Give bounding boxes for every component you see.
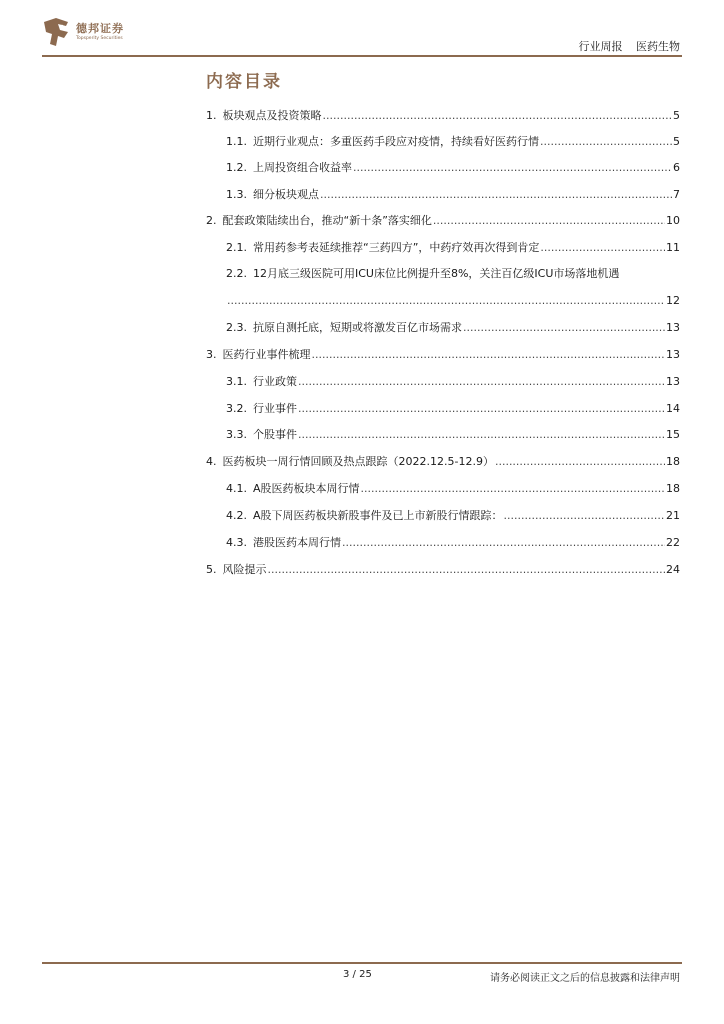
toc-entry-page: 5 [673,135,680,148]
toc-entry-text: 近期行业观点：多重医药手段应对疫情，持续看好医药行情 [253,135,539,148]
toc-entry[interactable] [226,321,680,335]
toc-entry-number: 2.2. [226,267,247,280]
toc-entry-number: 1. [206,109,217,122]
toc-entry-text: 板块观点及投资策略 [222,109,322,122]
toc-entry[interactable] [226,375,680,389]
page-number: 3 / 25 [343,969,372,980]
toc-entry-text: 细分板块观点 [253,188,319,201]
toc-leader-dots [540,135,672,149]
toc-entry-text: 港股医药本周行情 [253,536,341,549]
toc-leader-dots [298,428,665,442]
toc-entry[interactable] [226,509,680,523]
toc-leader-dots [323,109,673,123]
toc-entry-text: 风险提示 [222,563,267,576]
toc-entry[interactable] [226,188,680,202]
report-type: 行业周报 [578,40,623,53]
toc-entry-text: 上周投资组合收益率 [253,161,352,174]
toc-leader-dots [298,402,665,416]
toc-entry-number: 2.1. [226,241,247,254]
toc-entry[interactable] [206,455,680,469]
toc-leader-dots [312,348,666,362]
toc-entry-text: 配套政策陆续出台，推动“新十条”落实细化 [222,214,432,227]
toc-leader-dots [433,214,665,228]
toc-entry-number: 1.2. [226,161,247,174]
toc-entry-text: A股下周医药板块新股事件及已上市新股行情跟踪： [253,509,503,522]
toc-leader-dots [268,563,666,577]
toc-entry-page: 22 [666,536,680,549]
toc-leader-dots [227,294,665,308]
toc-entry-page: 7 [673,188,680,201]
toc-entry-number: 2. [206,214,217,227]
toc-entry-number: 4.1. [226,482,247,495]
toc-entry[interactable] [226,241,680,255]
toc-entry-page: 6 [673,161,680,174]
toc-leader-dots [540,241,665,255]
toc-leader-dots [342,536,665,550]
toc-entry-page: 18 [666,455,680,468]
brand-mark-icon [42,16,72,48]
toc-entry-continuation[interactable] [226,294,680,308]
toc-entry[interactable] [226,161,680,175]
toc-entry-number: 5. [206,563,217,576]
toc-entry-number: 1.1. [226,135,247,148]
toc-entry-text: 行业政策 [253,375,297,388]
toc-entry-page: 13 [666,348,680,361]
toc-entry-text: 抗原自测托底，短期或将激发百亿市场需求 [253,321,462,334]
toc-entry[interactable] [226,428,680,442]
brand-name-en: Topsperity Securities [76,36,123,41]
brand-logo [42,16,142,50]
toc-leader-dots [298,375,665,389]
toc-leader-dots [463,321,665,335]
toc-entry[interactable] [226,536,680,550]
report-meta [579,38,681,54]
toc-entry-text: 常用药参考表延续推荐“三药四方”，中药疗效再次得到肯定 [253,241,540,254]
toc-entry-page: 24 [666,563,680,576]
toc-entry-page: 12 [666,294,680,307]
toc-entry-text: A股医药板块本周行情 [253,482,360,495]
footer-disclaimer: 请务必阅读正文之后的信息披露和法律声明 [490,973,680,984]
toc-entry-page: 10 [666,214,680,227]
toc-entry[interactable] [206,109,680,123]
toc-entry[interactable] [226,267,680,281]
toc-entry-page: 18 [666,482,680,495]
toc-leader-dots [320,188,672,202]
brand-name-cn: 德邦证券 [76,22,124,35]
toc-entry-page: 5 [673,109,680,122]
toc-leader-dots [504,509,665,523]
toc-entry-page: 11 [666,241,680,254]
toc-entry[interactable] [226,402,680,416]
toc-entry-page: 21 [666,509,680,522]
toc-entry-number: 4. [206,455,217,468]
toc-entry[interactable] [206,563,680,577]
toc-entry-number: 1.3. [226,188,247,201]
footer-divider [42,962,682,964]
toc-entry-number: 2.3. [226,321,247,334]
toc-entry-number: 3.2. [226,402,247,415]
toc-entry-text: 行业事件 [253,402,297,415]
toc-entry-number: 3.3. [226,428,247,441]
toc-entry-number: 3.1. [226,375,247,388]
toc-entry-number: 4.2. [226,509,247,522]
header-divider [42,55,682,57]
toc-leader-dots [495,455,665,469]
toc-entry-text: 12月底三级医院可用ICU床位比例提升至8%，关注百亿级ICU市场落地机遇 [253,267,620,280]
toc-entry-number: 3. [206,348,217,361]
report-sector: 医药生物 [636,40,680,53]
toc-entry-page: 13 [666,375,680,388]
toc-entry-page: 13 [666,321,680,334]
toc-entry-page: 15 [666,428,680,441]
toc-entry-text: 医药板块一周行情回顾及热点跟踪（2022.12.5-12.9） [222,455,494,468]
toc-entry[interactable] [226,482,680,496]
toc-title: 内容目录 [206,72,282,92]
toc-leader-dots [361,482,665,496]
toc-entry-text: 医药行业事件梳理 [222,348,311,361]
toc-entry[interactable] [206,348,680,362]
toc-entry-number: 4.3. [226,536,247,549]
toc-entry[interactable] [206,214,680,228]
toc-leader-dots [353,161,672,175]
toc-entry-page: 14 [666,402,680,415]
toc-entry-text: 个股事件 [253,428,297,441]
toc-entry[interactable] [226,135,680,149]
